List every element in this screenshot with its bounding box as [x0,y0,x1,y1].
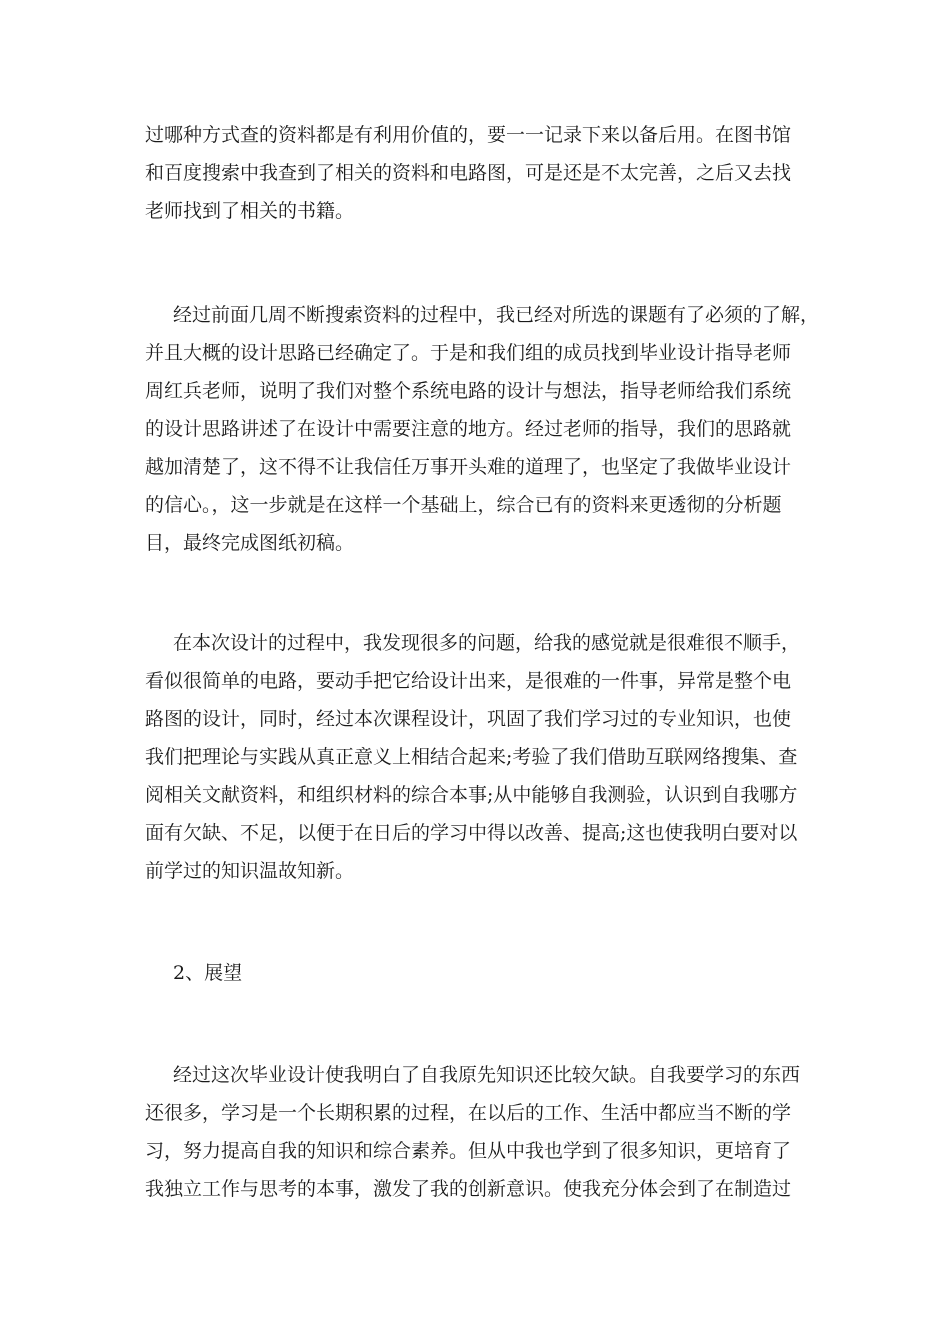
paragraph-1-line-3: 老师找到了相关的书籍。 [145,200,355,222]
paragraph-5-line-2: 还很多，学习是一个长期积累的过程，在以后的工作、生活中都应当不断的学 [145,1102,792,1124]
paragraph-2-line-7: 目，最终完成图纸初稿。 [145,532,355,554]
paragraph-5-line-1: 经过这次毕业设计使我明白了自我原先知识还比较欠缺。自我要学习的东西 [173,1064,801,1086]
paragraph-3-line-6: 面有欠缺、不足，以便于在日后的学习中得以改善、提高;这也使我明白要对以 [145,822,798,844]
paragraph-2-line-4: 的设计思路讲述了在设计中需要注意的地方。经过老师的指导，我们的思路就 [145,418,792,440]
paragraph-3-line-5: 阅相关文献资料，和组织材料的综合本事;从中能够自我测验，认识到自我哪方 [145,784,798,806]
section-heading: 2、展望 [173,962,243,984]
paragraph-5-line-4: 我独立工作与思考的本事，激发了我的创新意识。使我充分体会到了在制造过 [145,1178,792,1200]
paragraph-3-line-3: 路图的设计，同时，经过本次课程设计，巩固了我们学习过的专业知识，也使 [145,708,792,730]
paragraph-2-line-2: 并且大概的设计思路已经确定了。于是和我们组的成员找到毕业设计指导老师 [145,342,792,364]
paragraph-3-line-4: 我们把理论与实践从真正意义上相结合起来;考验了我们借助互联网络搜集、查 [145,746,798,768]
paragraph-2-line-3: 周红兵老师，说明了我们对整个系统电路的设计与想法，指导老师给我们系统 [145,380,792,402]
paragraph-3-line-2: 看似很简单的电路，要动手把它给设计出来，是很难的一件事，异常是整个电 [145,670,792,692]
paragraph-5-line-3: 习，努力提高自我的知识和综合素养。但从中我也学到了很多知识，更培育了 [145,1140,792,1162]
paragraph-1-line-1: 过哪种方式查的资料都是有利用价值的，要一一记录下来以备后用。在图书馆 [145,124,792,146]
paragraph-2-line-1: 经过前面几周不断搜索资料的过程中，我已经对所选的课题有了必须的了解， [173,304,820,326]
paragraph-3-line-7: 前学过的知识温故知新。 [145,860,355,882]
paragraph-2-line-5: 越加清楚了，这不得不让我信任万事开头难的道理了，也坚定了我做毕业设计 [145,456,792,478]
paragraph-2-line-6: 的信心。，这一步就是在这样一个基础上，综合已有的资料来更透彻的分析题 [145,494,782,516]
paragraph-1-line-2: 和百度搜索中我查到了相关的资料和电路图，可是还是不太完善，之后又去找 [145,162,792,184]
paragraph-3-line-1: 在本次设计的过程中，我发现很多的问题，给我的感觉就是很难很不顺手， [173,632,801,654]
